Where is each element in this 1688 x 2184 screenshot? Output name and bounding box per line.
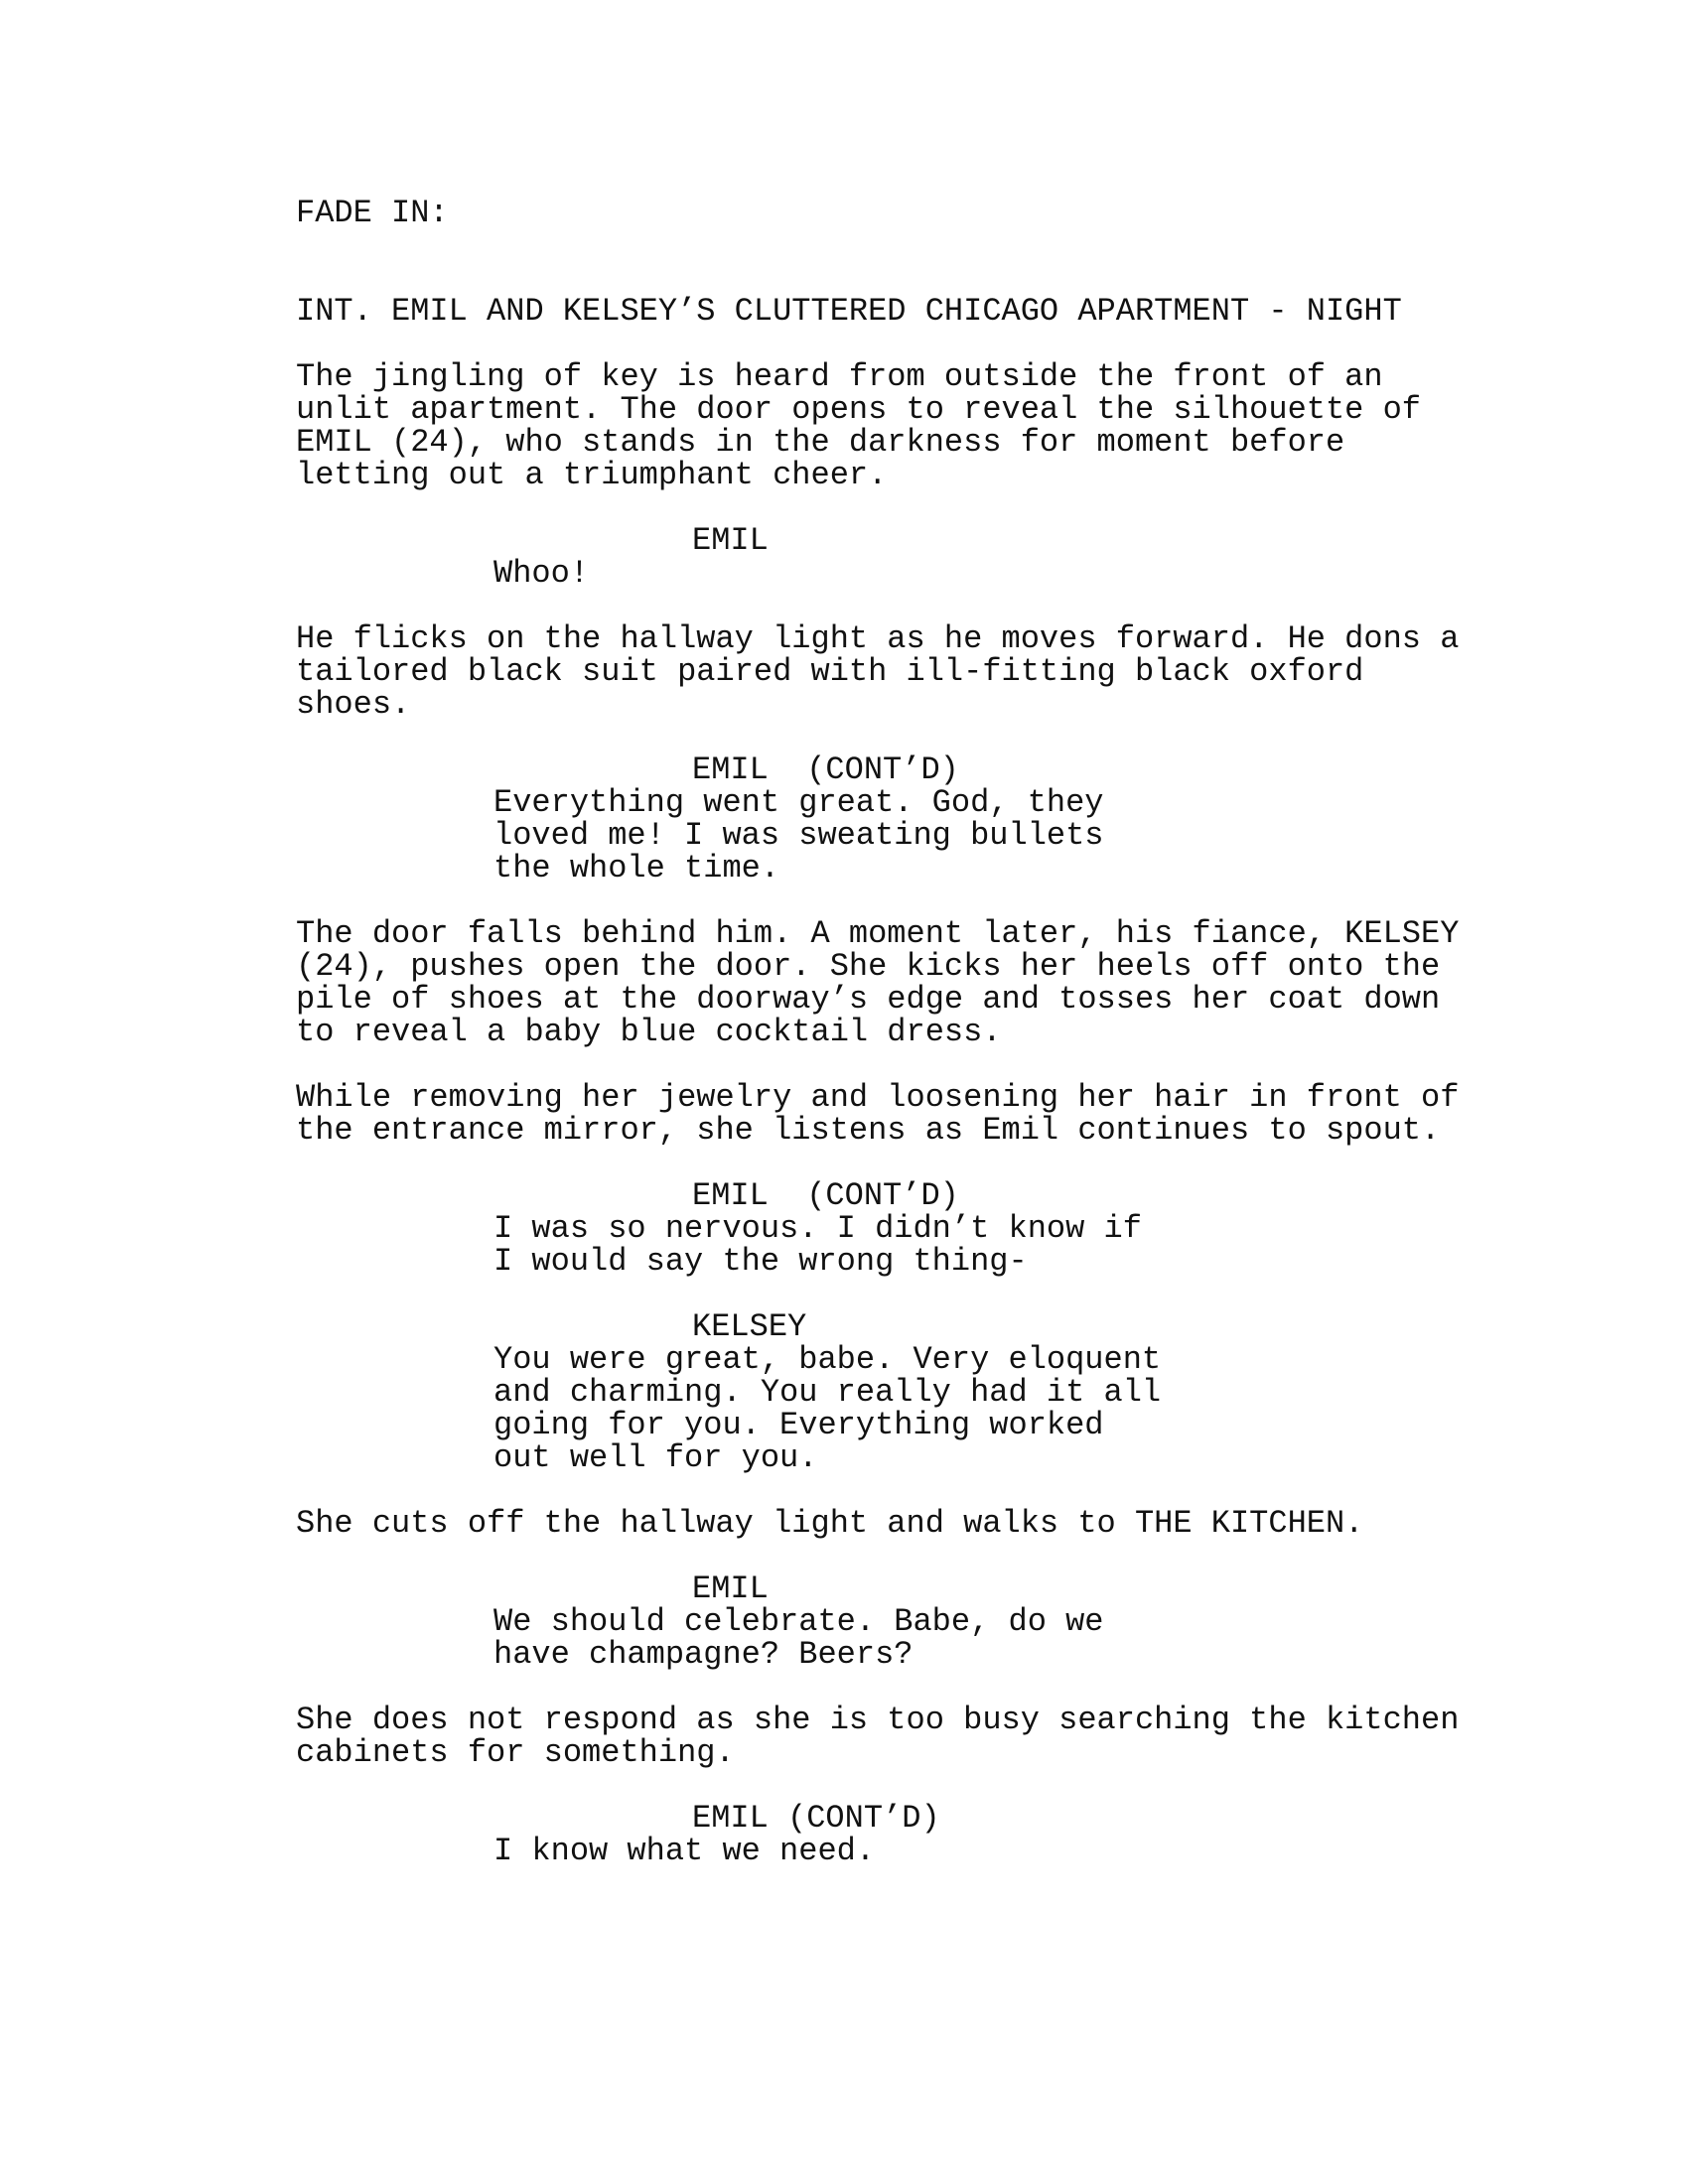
action-line: (24), pushes open the door. She kicks her heels off onto the bbox=[296, 948, 1441, 985]
action-line: pile of shoes at the doorway’s edge and tosses her coat down bbox=[296, 981, 1441, 1018]
character-name: EMIL (CONT’D) bbox=[692, 1800, 940, 1837]
dialogue-line: Whoo! bbox=[493, 555, 590, 592]
dialogue-line: going for you. Everything worked bbox=[493, 1407, 1104, 1443]
action-line: He flicks on the hallway light as he moves forward. He dons a bbox=[296, 620, 1460, 657]
dialogue-line: and charming. You really had it all bbox=[493, 1374, 1162, 1411]
dialogue-line: I was so nervous. I didn’t know if bbox=[493, 1210, 1142, 1247]
action-line: She cuts off the hallway light and walks to THE KITCHEN. bbox=[296, 1505, 1364, 1542]
character-name: EMIL (CONT’D) bbox=[692, 1177, 959, 1214]
scene-heading: INT. EMIL AND KELSEY’S CLUTTERED CHICAGO APARTMENT - NIGHT bbox=[296, 293, 1402, 330]
dialogue-line: loved me! I was sweating bullets bbox=[493, 817, 1104, 854]
action-line: The door falls behind him. A moment later, his fiance, KELSEY bbox=[296, 915, 1460, 952]
dialogue-line: We should celebrate. Babe, do we bbox=[493, 1603, 1104, 1640]
action-line: While removing her jewelry and loosening her hair in front of bbox=[296, 1079, 1460, 1116]
action-line: to reveal a baby blue cocktail dress. bbox=[296, 1014, 1002, 1050]
action-line: letting out a triumphant cheer. bbox=[296, 457, 888, 493]
dialogue-line: You were great, babe. Very eloquent bbox=[493, 1341, 1162, 1378]
dialogue-line: have champagne? Beers? bbox=[493, 1636, 914, 1673]
character-name: EMIL bbox=[692, 1570, 769, 1607]
dialogue-line: Everything went great. God, they bbox=[493, 784, 1104, 821]
transition: FADE IN: bbox=[296, 195, 449, 231]
dialogue-line: I know what we need. bbox=[493, 1833, 876, 1869]
action-line: cabinets for something. bbox=[296, 1734, 735, 1771]
action-line: tailored black suit paired with ill-fitting black oxford bbox=[296, 653, 1364, 690]
character-name: EMIL (CONT’D) bbox=[692, 751, 959, 788]
dialogue-line: the whole time. bbox=[493, 850, 780, 887]
action-line: the entrance mirror, she listens as Emil continues to spout. bbox=[296, 1112, 1441, 1149]
character-name: EMIL bbox=[692, 522, 769, 559]
dialogue-line: I would say the wrong thing- bbox=[493, 1243, 1028, 1280]
action-line: shoes. bbox=[296, 686, 411, 723]
character-name: KELSEY bbox=[692, 1308, 807, 1345]
action-line: The jingling of key is heard from outside the front of an bbox=[296, 358, 1383, 395]
action-line: unlit apartment. The door opens to reveal the silhouette of bbox=[296, 391, 1421, 428]
dialogue-line: out well for you. bbox=[493, 1439, 818, 1476]
action-line: EMIL (24), who stands in the darkness for moment before bbox=[296, 424, 1345, 461]
action-line: She does not respond as she is too busy searching the kitchen bbox=[296, 1702, 1460, 1738]
